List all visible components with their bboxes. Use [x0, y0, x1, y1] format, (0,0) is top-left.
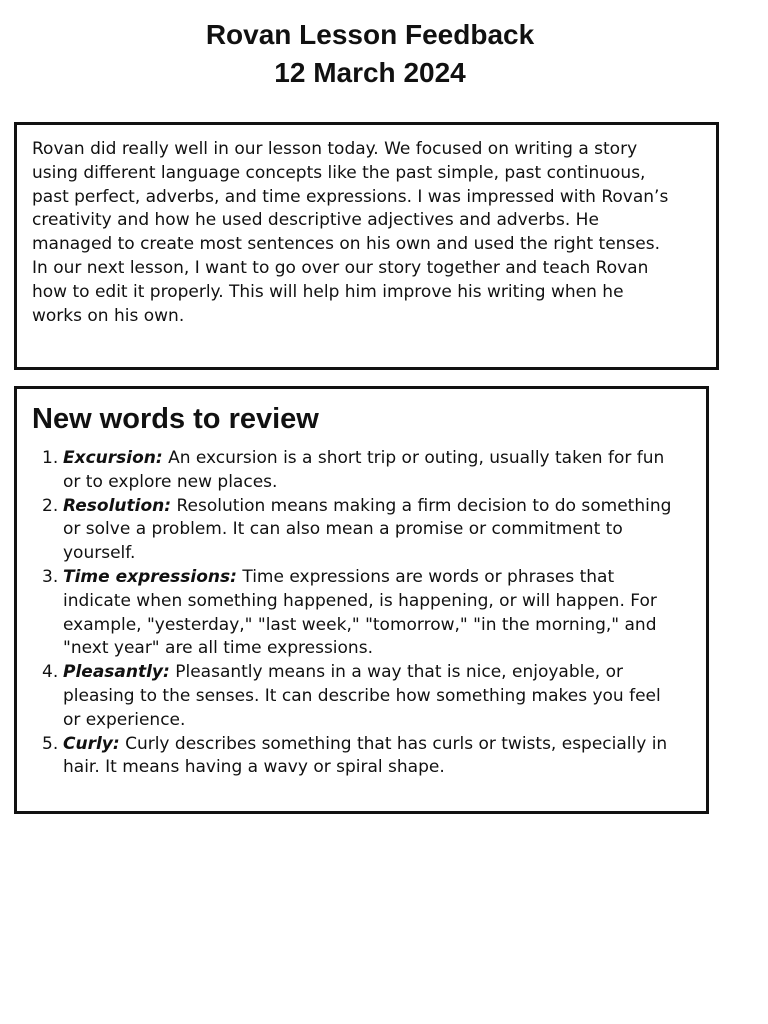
- word-item-resolution: [42, 495, 682, 566]
- word-item-curly: [42, 733, 682, 781]
- word-number: 1.: [42, 448, 59, 468]
- word-term: Resolution:: [63, 495, 172, 516]
- word-item-excursion: [42, 447, 682, 495]
- document-date: 12 March 2024: [274, 57, 466, 88]
- word-definition: Resolution means making a firm decision to do something or solve a problem. It can also mean a promise or commitment to yourself.: [63, 495, 672, 564]
- new-words-box: [14, 386, 709, 814]
- word-item-time-expressions: [42, 566, 682, 661]
- word-definition: Pleasantly means in a way that is nice, enjoyable, or pleasing to the senses. It can describe how something makes you feel or experience.: [63, 662, 661, 730]
- word-term: Time expressions:: [63, 566, 237, 587]
- word-definition: An excursion is a short trip or outing, usually taken for fun or to explore new places.: [63, 448, 665, 492]
- new-words-heading: New words to review: [32, 403, 319, 435]
- word-number: 5.: [42, 733, 59, 754]
- new-words-list: [42, 447, 682, 780]
- word-term: Excursion:: [63, 448, 163, 468]
- feedback-box: [14, 122, 719, 370]
- word-item-pleasantly: [42, 661, 682, 732]
- document-header: [0, 16, 740, 92]
- word-term: Curly:: [63, 733, 120, 754]
- feedback-text: Rovan did really well in our lesson today. We focused on writing a story using different language concepts like the past simple, past continuous, past perfect, adverbs, and time expressions. I was impressed with Rovan’s creativity and how he used descriptive adjectives and adverbs. He managed to create most sentences on his own and used the right tenses. In our next lesson, I want to go over our story together and teach Rovan how to edit it properly. This will help him improve his writing when he works on his own.: [32, 139, 669, 326]
- word-number: 4.: [42, 662, 59, 683]
- word-number: 3.: [42, 566, 59, 587]
- word-term: Pleasantly:: [63, 662, 170, 683]
- word-number: 2.: [42, 495, 59, 516]
- document-title: Rovan Lesson Feedback: [205, 19, 535, 50]
- word-definition: Time expressions are words or phrases that indicate when something happened, is happening, or will happen. For example, "yesterday," "last week," "tomorrow," "in the morning," and "next year" are all time expressions.: [63, 566, 657, 659]
- word-definition: Curly describes something that has curls or twists, especially in hair. It means having a wavy or spiral shape.: [63, 733, 668, 778]
